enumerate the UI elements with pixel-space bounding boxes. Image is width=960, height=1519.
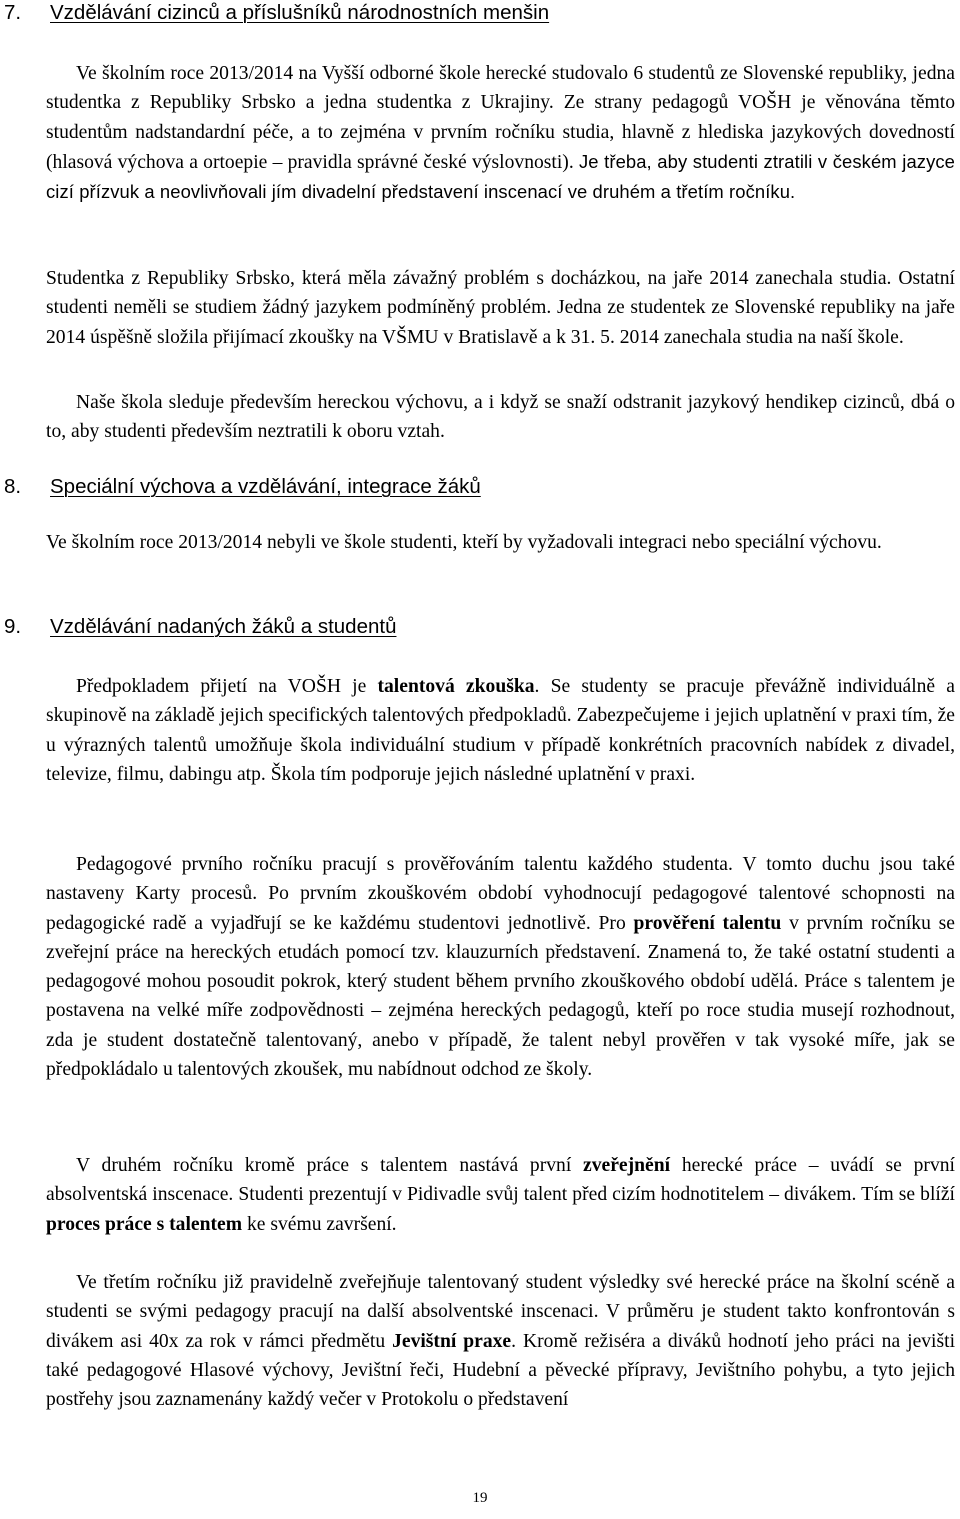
text-run-bold: Jevištní praxe bbox=[392, 1330, 512, 1352]
section-title: Speciální výchova a vzdělávání, integrace žáků bbox=[50, 475, 481, 498]
text-run: Škola tím podporuje jejich následné uplatnění v praxi. bbox=[265, 763, 696, 785]
section-9-heading bbox=[0, 615, 396, 640]
text-run: Jedna ze studentek ze Slovenské republiky na jaře 2014 úspěšně složila přijímací zkoušky na VŠMU v Bratislavě a k 31. 5. 2014 zanechala studia na naší škole. bbox=[46, 297, 955, 348]
page-number: 19 bbox=[472, 1490, 488, 1506]
text-run: Studentka z Republiky Srbsko, která měla závažný problém s docházkou, na jaře 2014 zanechala studia. bbox=[46, 268, 892, 289]
section-title: Vzdělávání cizinců a příslušníků národnostních menšin bbox=[50, 1, 550, 24]
text-run: Se studenty se pracuje převážně individuálně a skupinově na základě jejich specifických talentových předpokladů. Zabezpečujeme i jejich uplatnění v praxi tím, že u výrazných talentů umožňuje škola individuální studium v případě konkrétních pracovních nabídek z divadel, televize, filmu, dabingu atp. bbox=[46, 676, 955, 785]
text-run: Ve školním roce 2013/2014 nebyli ve škole studenti, kteří by vyžadovali integraci nebo speciální výchovu. bbox=[46, 532, 882, 553]
text-run: Znamená to, že také ostatní studenti a pedagogové mohou posoudit pokrok, který student během prvního zkouškového období udělá. bbox=[46, 941, 955, 993]
text-run: Ostatní studenti neměli se studiem žádný jazykem podmíněný problém. bbox=[46, 268, 955, 319]
section-7-heading bbox=[0, 1, 549, 26]
section-9-paragraph-2 bbox=[46, 850, 955, 1084]
text-run: Ze strany pedagogů VOŠH je věnována těmto studentům nadstandardní péče, a to zejména v prvním ročníku studia, hlavně z hlediska jazykových dovedností (hlasová výchova a ortoepie – pravidla správné české výslovnosti). bbox=[46, 92, 956, 173]
text-run: herecké práce – uvádí se první absolventská inscenace. Studenti prezentují v Pidivadle svůj talent před cizím hodnotitelem – divákem. Tím se blíží bbox=[46, 1155, 955, 1206]
section-number: 9. bbox=[4, 615, 22, 638]
section-9-paragraph-1 bbox=[46, 672, 955, 789]
text-run: Ve třetím ročníku již pravidelně zveřejňuje talentovaný student výsledky své herecké práce na školní scéně a studenti se svými pedagogy pracují na další absolventské inscenaci. V průměru je student takto konfrontován s divákem asi 40x za rok v rámci předmětu bbox=[46, 1272, 955, 1352]
text-run: Pedagogové prvního ročníku pracují s prověřováním talentu každého studenta. V tomto duchu jsou také nastaveny Karty procesů. bbox=[46, 854, 955, 905]
section-title: Vzdělávání nadaných žáků a studentů bbox=[50, 615, 397, 638]
text-run: . bbox=[511, 1330, 517, 1352]
text-run: ke svému završení. bbox=[242, 1213, 397, 1235]
text-run: Ve školním roce 2013/2014 na Vyšší odborné škole herecké studovalo 6 studentů ze Slovenské republiky, jedna studentka z Republiky Srbsko a jedna studentka z Ukrajiny. bbox=[46, 63, 955, 114]
text-run-bold: prověření talentu bbox=[633, 912, 782, 934]
text-run: Práce s talentem je postavena na velké míře zodpovědnosti – zejména hereckých pedagogů, kteří po roce studia musejí rozhodnout, zda je student dostatečně talentovaný, anebo v případě, že talent nebyl prověřen v tak vysoké míře, jak se předpokládalo u talentových zkoušek, mu nabídnout odchod ze školy. bbox=[46, 971, 955, 1081]
section-9-paragraph-3 bbox=[46, 1151, 955, 1239]
text-run: Předpokladem přijetí na VOŠH je bbox=[76, 676, 378, 697]
section-7-paragraph-3 bbox=[46, 388, 955, 447]
text-run: Po prvním zkouškovém období vyhodnocují pedagogové talentové schopnosti na pedagogické radě a vyjadřují se ke každému studentovi jednotlivě. bbox=[46, 883, 955, 934]
section-number: 7. bbox=[4, 1, 22, 24]
section-8-heading bbox=[0, 475, 481, 500]
section-number: 8. bbox=[4, 475, 22, 498]
text-run-bold: talentová zkouška bbox=[377, 676, 535, 697]
text-run-bold: zveřejnění bbox=[583, 1155, 671, 1176]
text-run: V druhém ročníku kromě práce s talentem nastává první bbox=[76, 1155, 584, 1176]
text-run: Kromě režiséra a diváků hodnotí jeho práci na jevišti také pedagogové Hlasové výchovy, Jevištní řeči, Hudební a pěvecké přípravy, Jevištního pohybu, a tyto jejich postřehy jsou zaznamenány každý večer v Protokolu o představení bbox=[46, 1330, 956, 1411]
section-9-paragraph-4 bbox=[46, 1268, 955, 1414]
section-7-paragraph-2 bbox=[46, 264, 955, 352]
text-run: Naše škola sleduje především hereckou výchovu, a i když se snaží odstranit jazykový hendikep cizinců, dbá o to, aby studenti především neztratili k oboru vztah. bbox=[46, 392, 955, 443]
text-run: v prvním ročníku se zveřejní práce na hereckých etudách pomocí tzv. klauzurních představení. bbox=[46, 912, 955, 963]
section-8-paragraph-1 bbox=[46, 528, 955, 557]
text-run: Pro bbox=[590, 912, 634, 934]
text-run-bold: proces práce s talentem bbox=[46, 1213, 243, 1235]
section-7-paragraph-1 bbox=[46, 59, 955, 207]
text-run: Je třeba, aby studenti ztratili v českém jazyce cizí přízvuk a neovlivňovali jím divadelní představení inscenací ve druhém a třetím ročníku. bbox=[46, 150, 955, 203]
text-run: . bbox=[534, 676, 540, 697]
